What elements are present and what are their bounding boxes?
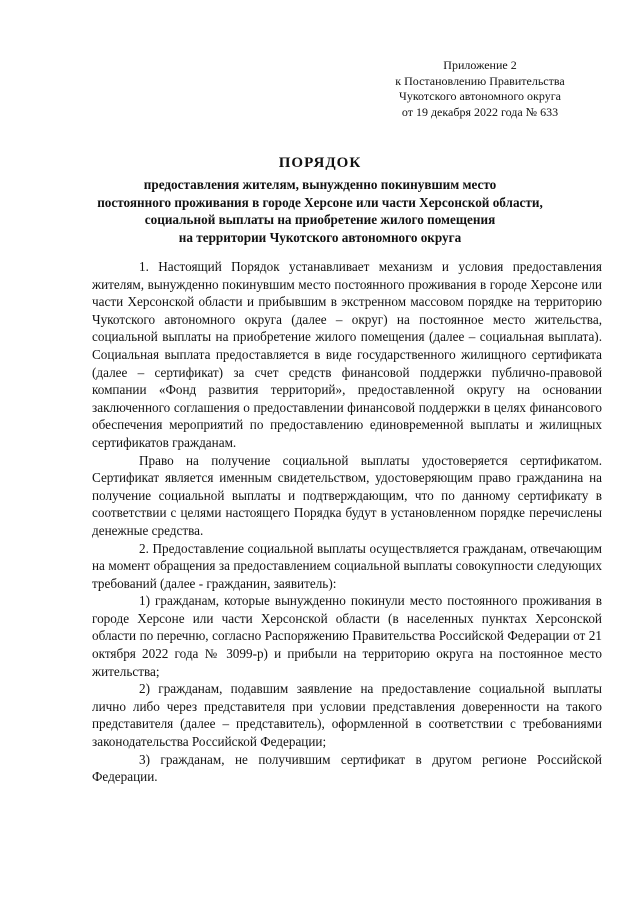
appendix-line: от 19 декабря 2022 года № 633 xyxy=(401,104,559,119)
appendix-line: Чукотского автономного округа xyxy=(399,89,561,103)
appendix-line: к Постановлению Правительства xyxy=(395,73,565,88)
subtitle-line: постоянного проживания в городе Херсоне или части Херсонской области, xyxy=(97,194,543,210)
paragraph-6: 3) гражданам, не получившим сертификат в другом регионе Российской Федерации. xyxy=(92,751,602,785)
paragraph-4: 1) гражданам, которые вынужденно покинули место постоянного проживания в городе Херсоне или части Херсонской области (в населенных пунктах Херсонской области по перечню, согласно Распоряжению Правительства Российской Федерации от 21 октября 2022 года № 3099-р) и прибыли на территорию округа на постоянное место жительства; xyxy=(92,593,602,679)
document-body xyxy=(92,258,602,786)
subtitle-line: на территории Чукотского автономного округа xyxy=(178,229,462,245)
subtitle-line: социальной выплаты на приобретение жилого помещения xyxy=(144,212,496,227)
document-title: ПОРЯДОК xyxy=(278,155,362,171)
document-subtitle xyxy=(60,176,580,246)
paragraph-1: 1. Настоящий Порядок устанавливает механизм и условия предоставления жителям, вынужденно покинувшим место постоянного проживания в городе Херсоне или части Херсонской области и прибывшим в экстренном массовом порядке на территорию Чукотского автономного округа (далее – округ) на постоянное место жительства, социальной выплаты на приобретение жилого помещения (далее – социальная выплата). Социальная выплата предоставляется в виде государственного жилищного сертификата (далее – сертификат) за счет средств финансовой поддержки публично-правовой компании «Фонд развития территорий», предоставленной округу на основании заключенного соглашения о предоставлении финансовой поддержки в целях финансового обеспечения мероприятий по предоставлению единовременной выплаты и жилищных сертификатов гражданам. xyxy=(92,259,602,450)
appendix-line: Приложение 2 xyxy=(443,58,517,72)
appendix-header xyxy=(360,58,600,120)
subtitle-line: предоставления жителям, вынужденно покинувшим место xyxy=(143,177,497,192)
paragraph-3: 2. Предоставление социальной выплаты осуществляется гражданам, отвечающим на момент обращения за предоставлением социальной выплаты совокупности следующих требований (далее - гражданин, заявитель): xyxy=(92,540,602,591)
paragraph-2: Право на получение социальной выплаты удостоверяется сертификатом. Сертификат является именным свидетельством, удостоверяющим право гражданина на получение социальной выплаты и подтверждающим, что по данному сертификату в соответствии с целями настоящего Порядка будут в установленном порядке перечислены денежные средства. xyxy=(92,452,602,538)
paragraph-5: 2) гражданам, подавшим заявление на предоставление социальной выплаты лично либо через представителя при условии представления доверенности на такого представителя (далее – представитель), оформленной в соответствии с требованиями законодательства Российской Федерации; xyxy=(92,681,602,750)
